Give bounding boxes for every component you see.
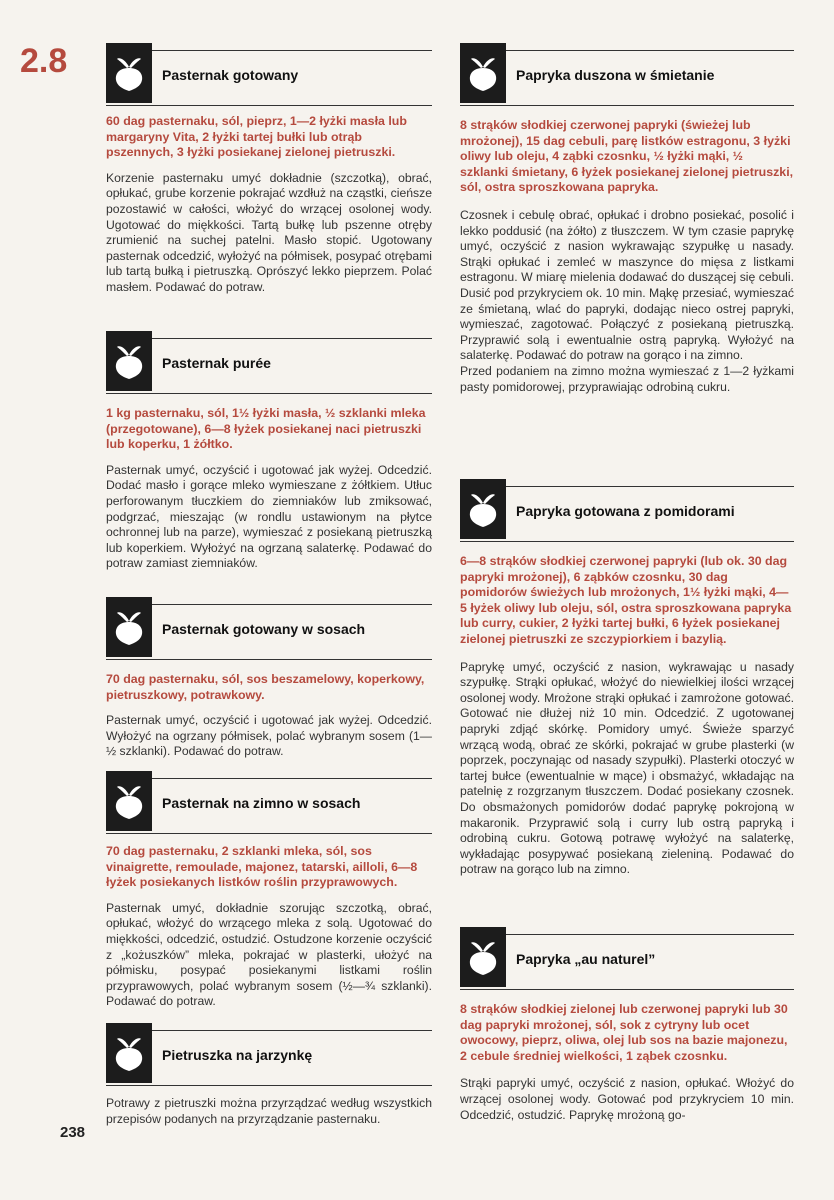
recipe-method-note: Przed podaniem na zimno można wymieszać z 1—2 łyżkami pasty pomidorowej, przyprawiając odrobiną cukru.: [460, 363, 794, 394]
recipe-title: Papryka „au naturel”: [516, 951, 656, 967]
vegetable-icon: [460, 927, 506, 987]
vegetable-icon: [460, 43, 506, 103]
vegetable-icon: [106, 1023, 152, 1083]
recipe-method: Czosnek i cebulę obrać, opłukać i drobno posiekać, posolić i lekko poddusić (na żółto) z tłuszczem. W tym czasie paprykę umyć, oczyścić z nasion wykrawając szypułkę u nasady. Strąki opłukać i zemleć w maszynce do mięsa z listkami estragonu. W miarę mielenia dodawać do duszącej się cebuli. Dusić pod przykryciem ok. 10 min. Mąkę przesiać, wymieszać ze śmietaną, wlać do papryki, dodając nieco ostrej papryki, wymieszać, zagotować. Połączyć z posiekaną pietruszką. Przyprawić solą i ewentualnie ostrą papryką. Wyłożyć na salaterkę. Podawać do potraw na gorąco i na zimno.: [460, 207, 794, 363]
recipe-title: Pasternak gotowany w sosach: [162, 621, 366, 637]
recipe-header: [106, 778, 432, 834]
recipe-pietruszka: [106, 1030, 432, 1127]
recipe-pasternak-na-zimno: [106, 778, 432, 1010]
recipe-papryka-au-naturel: [460, 934, 794, 1123]
section-number: 2.8: [20, 42, 68, 80]
recipe-header: [460, 50, 794, 106]
vegetable-icon: [106, 331, 152, 391]
recipe-ingredients: 70 dag pasternaku, 2 szklanki mleka, sól, sos vinaigrette, remoulade, majonez, tatarski, ailloli, 6—8 łyżek posiekanych listków roślin przyprawowych.: [106, 844, 418, 890]
vegetable-icon: [460, 479, 506, 539]
recipe-title: Pietruszka na jarzynkę: [162, 1047, 313, 1063]
recipe-papryka-z-pomidorami: [460, 486, 794, 878]
recipe-header: [106, 1030, 432, 1086]
page-number: 238: [60, 1124, 86, 1141]
vegetable-icon: [106, 597, 152, 657]
recipe-ingredients: 1 kg pasternaku, sól, 1½ łyżki masła, ½ szklanki mleka (przegotowane), 6—8 łyżek posiekanej naci pietruszki lub koperku, 1 żółtko.: [106, 406, 426, 452]
recipe-pasternak-w-sosach: [106, 604, 432, 760]
recipe-header: [106, 338, 432, 394]
recipe-method: Strąki papryki umyć, oczyścić z nasion, opłukać. Włożyć do wrzącej osolonej wody. Gotować pod przykryciem 10 min. Odcedzić, ostudzić. Paprykę mrożoną go-: [460, 1076, 794, 1122]
vegetable-icon: [106, 43, 152, 103]
recipe-pasternak-gotowany: [106, 50, 432, 296]
recipe-title: Papryka duszona w śmietanie: [516, 67, 715, 83]
recipe-title: Pasternak purée: [162, 355, 271, 371]
recipe-header: [460, 934, 794, 990]
recipe-method: Korzenie pasternaku umyć dokładnie (szczotką), obrać, opłukać, grube korzenie pokrajać wzdłuż na cząstki, cieńsze pozostawić w całości, włożyć do wrzącej osolonej wody. Ugotować do miękkości. Tartą bułkę lub pszenne otręby zrumienić na suchej patelni. Masło stopić. Ugotowany pasternak odcedzić, wyłożyć na półmisek, posypać otrębami lub tartą bułką i pietruszką. Oprószyć lekko pieprzem. Polać masłem. Podawać do potraw.: [106, 170, 432, 294]
recipe-title: Pasternak gotowany: [162, 67, 299, 83]
recipe-method: Pasternak umyć, oczyścić i ugotować jak wyżej. Odcedzić. Wyłożyć na ogrzany półmisek, polać wybranym sosem (1—½ szklanki). Podawać do potraw.: [106, 713, 432, 759]
vegetable-icon: [106, 771, 152, 831]
recipe-header: [106, 50, 432, 106]
recipe-pasternak-puree: [106, 338, 432, 572]
recipe-header: [460, 486, 794, 542]
recipe-method: Pasternak umyć, oczyścić i ugotować jak wyżej. Odcedzić. Dodać masło i gorące mleko wymieszane z żółtkiem. Utłuc perforowanym tłuczkiem do ziemniaków lub zmiksować, podgrzać, mieszając (w rondlu ustawionym na płytce ochronnej lub na parze), wymieszać z posiekaną pietruszką lub koperkiem. Wyłożyć na ogrzaną salaterkę. Podawać do potraw zamiast ziemniaków.: [106, 462, 432, 571]
recipe-ingredients: 70 dag pasternaku, sól, sos beszamelowy, koperkowy, pietruszkowy, potrawkowy.: [106, 672, 425, 702]
recipe-method: Paprykę umyć, oczyścić z nasion, wykrawając u nasady szypułkę. Strąki opłukać, włożyć do niewielkiej ilości wrzącej osolonej wody. Mrożone strąki opłukać i zamrożone gotować. Gotować nie dłużej niż 10 min. Odcedzić. Z ugotowanej papryki zdjąć skórkę. Pomidory umyć. Świeże sparzyć wrzącą wodą, obrać ze skórki, pokrajać w grube plasterki (w poprzek, poczynając od nasady szypułki). Plasterki otoczyć w tartej bułce (ewentualnie w mące) i obsmażyć, wkładając na patelnię z rozgrzanym tłuszczem. Dodać posiekany czosnek. Do obsmażonych pomidorów dodać paprykę pokrojoną w makaronik. Przyprawić solą i curry lub ostrą papryką i odrobiną cukru. Gotową potrawę wyłożyć na salaterkę, wykładając posypywać posiekaną zieleniną. Podawać do potraw na gorąco lub na zimno.: [460, 659, 794, 877]
recipe-title: Papryka gotowana z pomidorami: [516, 503, 735, 519]
recipe-title: Pasternak na zimno w sosach: [162, 795, 361, 811]
recipe-ingredients: 8 strąków słodkiej zielonej lub czerwonej papryki lub 30 dag papryki mrożonej, sól, sok z cytryny lub ocet owocowy, pieprz, oliwa, olej lub sos na bazie majonezu, 2 cebule średniej wielkości, 1 ząbek czosnku.: [460, 1002, 788, 1063]
recipe-ingredients: 60 dag pasternaku, sól, pieprz, 1—2 łyżki masła lub margaryny Vita, 2 łyżki tartej bułki lub otrąb pszennych, 3 łyżki posiekanej zielonej pietruszki.: [106, 114, 407, 160]
recipe-header: [106, 604, 432, 660]
recipe-ingredients: 6—8 strąków słodkiej czerwonej papryki (lub ok. 30 dag papryki mrożonej), 6 ząbków czosnku, 30 dag pomidorów świeżych lub mrożonych, 1½ łyżki mąki, 4—5 łyżek oliwy lub oleju, sól, ostra sproszkowana papryka lub curry, cukier, 2 łyżki tartej bułki, 6 łyżek posiekanej zielonej pietruszki ze szczypiorkiem i bazylią.: [460, 554, 792, 646]
recipe-method: Potrawy z pietruszki można przyrządzać według wszystkich przepisów podanych na przyrządzanie pasternaku.: [106, 1096, 432, 1126]
recipe-method: Pasternak umyć, dokładnie szorując szczotką, obrać, opłukać, włożyć do wrzącego mleka z solą. Ugotować do miękkości, odcedzić, ostudzić. Ostudzone korzenie oczyścić z „kożuszków” mleka, pokrajać w plasterki, ułożyć na półmisku, posypać posiekanymi listkami roślin przyprawowych, polać wybranym sosem (½—¾ szklanki). Podawać do potraw.: [106, 900, 432, 1009]
recipe-ingredients: 8 strąków słodkiej czerwonej papryki (świeżej lub mrożonej), 15 dag cebuli, parę listków estragonu, 3 łyżki oliwy lub oleju, 4 ząbki czosnku, ½ łyżki mąki, ½ szklanki śmietany, 6 łyżek posiekanej zielonej pietruszki, sól, ostra sproszkowana papryka.: [460, 118, 794, 195]
recipe-papryka-duszona: [460, 50, 794, 395]
